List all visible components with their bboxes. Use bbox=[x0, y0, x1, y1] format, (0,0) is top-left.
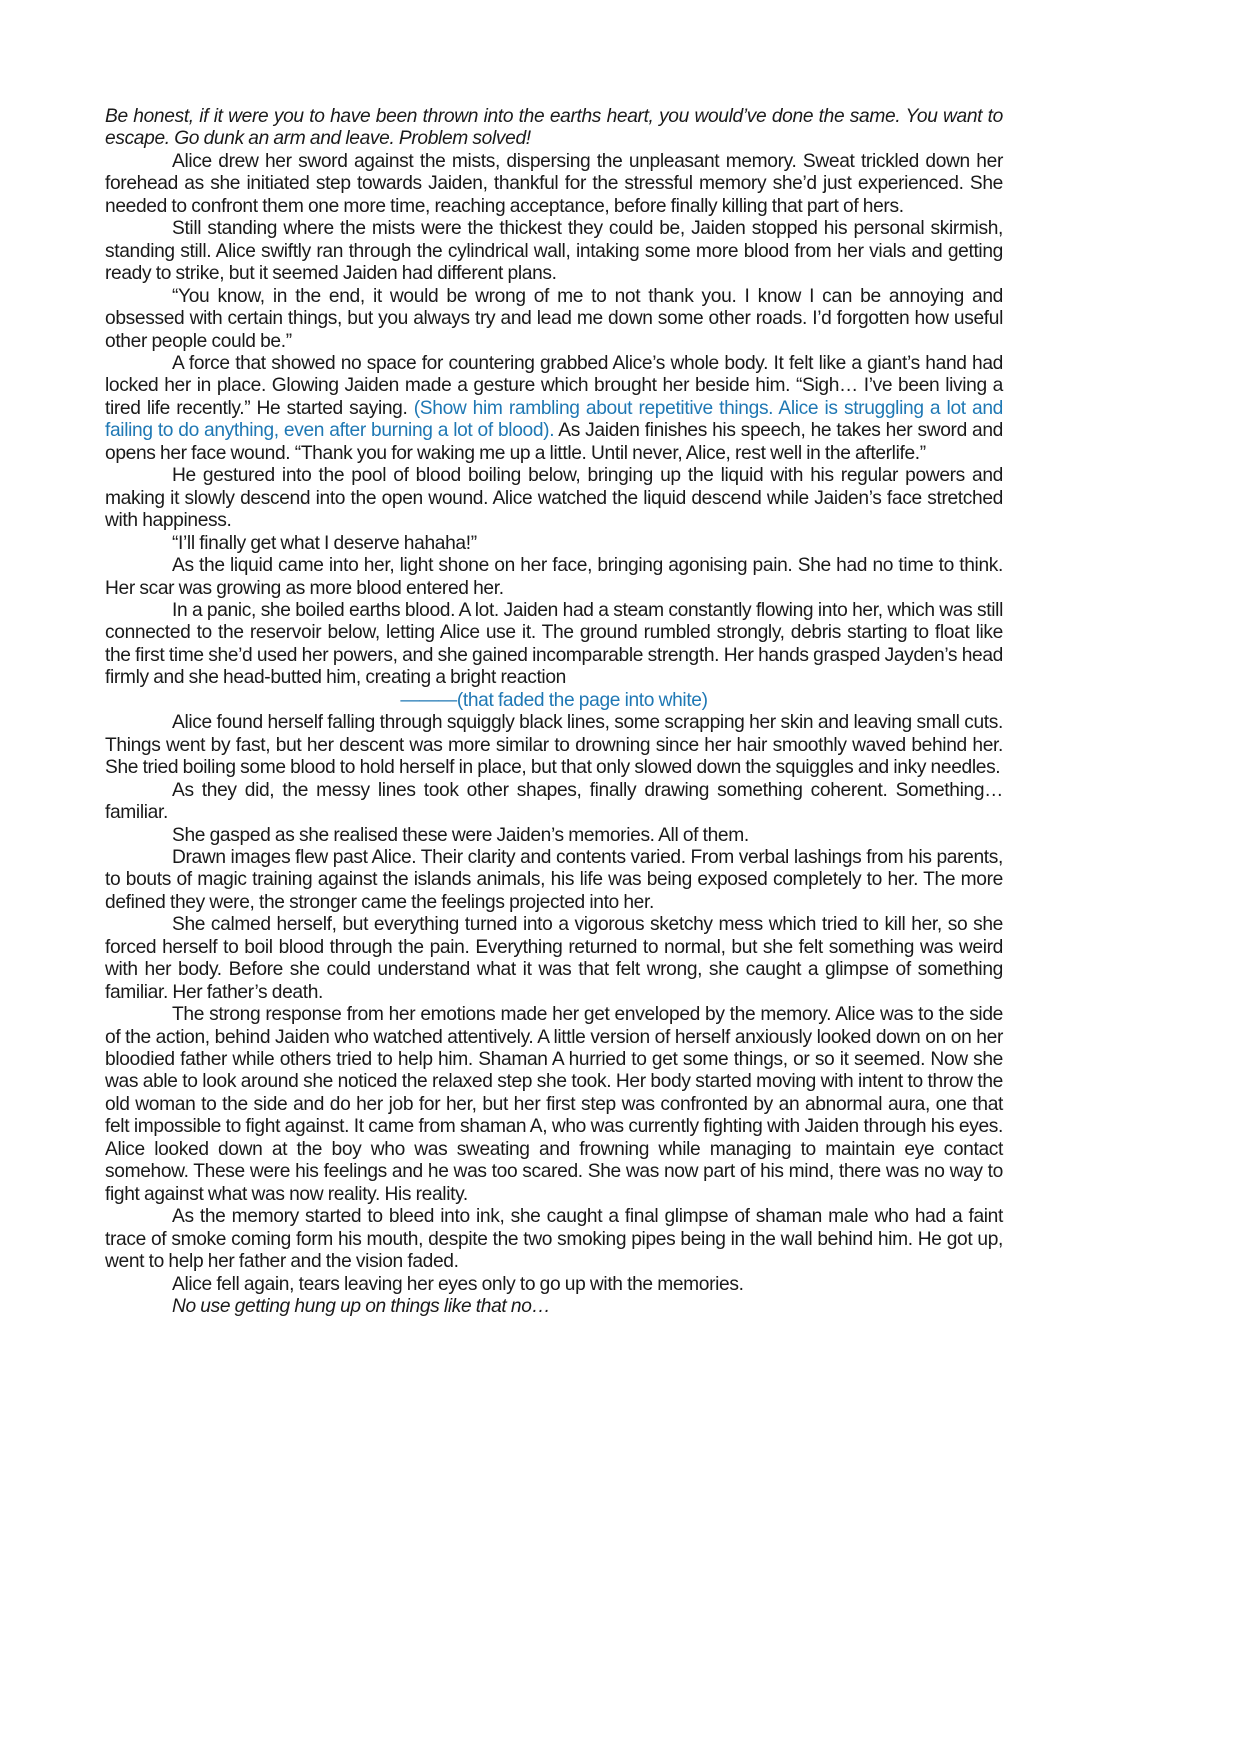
paragraph: He gestured into the pool of blood boiling below, bringing up the liquid with his regular powers and making it slowly descend into the open wound. Alice watched the liquid descend while Jaiden’s face stretched with happiness. bbox=[105, 465, 1003, 532]
paragraph: Drawn images flew past Alice. Their clarity and contents varied. From verbal lashings from his parents, to bouts of magic training against the islands animals, his life was being exposed completely to her. The more defined they were, the stronger came the feelings projected into her. bbox=[105, 846, 1003, 913]
paragraph: In a panic, she boiled earths blood. A lot. Jaiden had a steam constantly flowing into her, which was still connected to the reservoir below, letting Alice use it. The ground rumbled strongly, debris starting to float like the first time she’d used her powers, and she gained incomparable strength. Her hands grasped Jayden’s head firmly and she head-butted him, creating a bright reaction bbox=[105, 599, 1003, 689]
paragraph: Still standing where the mists were the thickest they could be, Jaiden stopped his personal skirmish, standing still. Alice swiftly ran through the cylindrical wall, intaking some more blood from her vials and getting ready to strike, but it seemed Jaiden had different plans. bbox=[105, 218, 1003, 285]
paragraph: As they did, the messy lines took other shapes, finally drawing something coherent. Something… familiar. bbox=[105, 779, 1003, 824]
paragraph-text: A force that showed no space for countering grabbed Alice’s whole body. It felt like a giant’s hand had locked her in place. Glowing Jaiden made a gesture which brought her beside him. “Sigh… I’ve been living a tired life recently.” He started saying. bbox=[105, 352, 1003, 419]
editor-note: (Show him rambling about repetitive things. Alice is struggling a lot and failing to do anything, even after burning a lot of blood). bbox=[105, 397, 1003, 442]
paragraph-text: As Jaiden finishes his speech, he takes her sword and opens her face wound. “Thank you for waking me up a little. Until never, Alice, rest well in the afterlife.” bbox=[105, 420, 1003, 464]
scene-break-note: ———(that faded the page into white) bbox=[400, 689, 708, 711]
paragraph: She calmed herself, but everything turned into a vigorous sketchy mess which tried to kill her, so she forced herself to boil blood through the pain. Everything returned to normal, but she felt something was weird with her body. Before she could understand what it was that felt wrong, she caught a glimpse of something familiar. Her father’s death. bbox=[105, 914, 1003, 1003]
paragraph-dialogue: “You know, in the end, it would be wrong of me to not thank you. I know I can be annoying and obsessed with certain things, but you always try and lead me down some other roads. I’d forgotten how useful other people could be.” bbox=[105, 285, 1003, 352]
paragraph-italic-thought: No use getting hung up on things like that no… bbox=[172, 1296, 551, 1318]
paragraph: As the liquid came into her, light shone on her face, bringing agonising pain. She had no time to think. Her scar was growing as more blood entered her. bbox=[105, 555, 1003, 599]
paragraph-italic-thought: Be honest, if it were you to have been thrown into the earths heart, you would’ve done the same. You want to escape. Go dunk an arm and leave. Problem solved! bbox=[105, 106, 1003, 150]
paragraph: Alice fell again, tears leaving her eyes only to go up with the memories. bbox=[172, 1273, 744, 1295]
paragraph: As the memory started to bleed into ink, she caught a final glimpse of shaman male who had a faint trace of smoke coming form his mouth, despite the two smoking pipes being in the wall behind him. He got up, went to help her father and the vision faded. bbox=[105, 1206, 1003, 1273]
document-page bbox=[105, 106, 1003, 1318]
paragraph: Alice found herself falling through squiggly black lines, some scrapping her skin and leaving small cuts. Things went by fast, but her descent was more similar to drowning since her hair smoothly waved behind her. She tried boiling some blood to hold herself in place, but that only slowed down the squiggles and inky needles. bbox=[105, 712, 1003, 779]
paragraph: She gasped as she realised these were Jaiden’s memories. All of them. bbox=[172, 824, 749, 846]
paragraph-with-note bbox=[105, 353, 1003, 465]
paragraph: Alice drew her sword against the mists, dispersing the unpleasant memory. Sweat trickled down her forehead as she initiated step towards Jaiden, thankful for the stressful memory she’d just experienced. She needed to confront them one more time, reaching acceptance, before finally killing that part of hers. bbox=[105, 150, 1003, 217]
paragraph-dialogue: “I’ll finally get what I deserve hahaha!” bbox=[172, 532, 477, 554]
paragraph: The strong response from her emotions made her get enveloped by the memory. Alice was to the side of the action, behind Jaiden who watched attentively. A little version of herself anxiously looked down on on her bloodied father while others tried to help him. Shaman A hurried to get some things, or so it seemed. Now she was able to look around she noticed the relaxed step she took. Her body started moving with intent to throw the old woman to the side and do her job for her, but her first step was confronted by an abnormal aura, one that felt impossible to fight against. It came from shaman A, who was currently fighting with Jaiden through his eyes. Alice looked down at the boy who was sweating and frowning while managing to maintain eye contact somehow. These were his feelings and he was too scared. She was now part of his mind, there was no way to fight against what was now reality. His reality. bbox=[105, 1004, 1003, 1205]
